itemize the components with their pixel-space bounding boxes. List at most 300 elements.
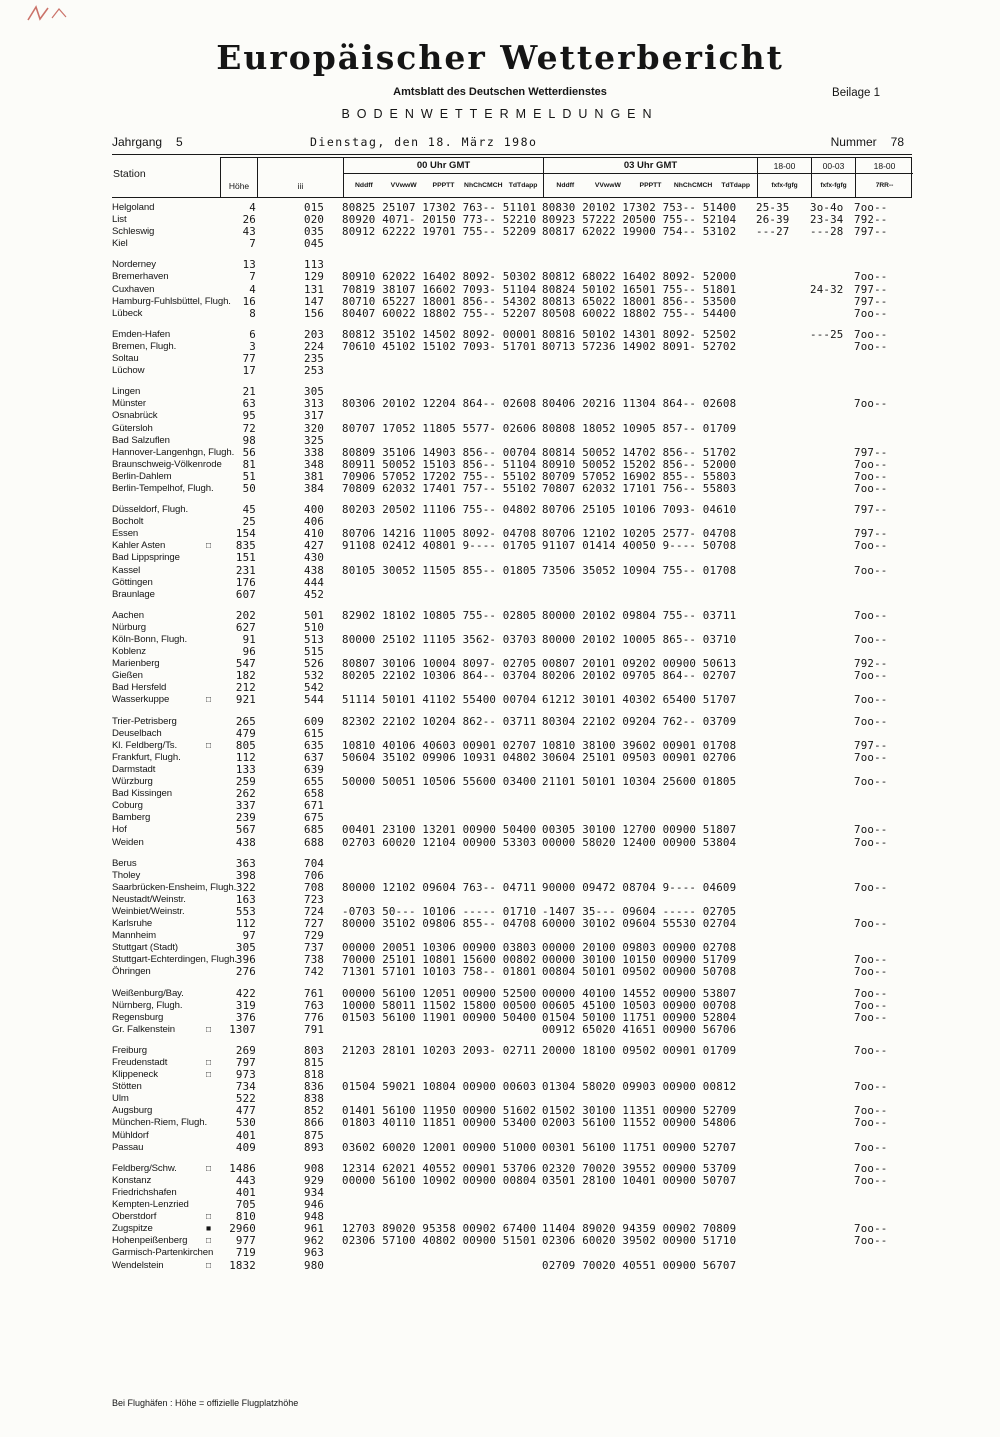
- column-tdtd: TdTdapp: [721, 182, 751, 189]
- wind-18-00: [756, 918, 810, 930]
- hoehe-value: 477: [235, 1104, 256, 1118]
- station-group: [112, 202, 912, 250]
- obs-03gmt: 80817 62022 19900 754-- 53102: [542, 225, 737, 239]
- wind-18-00: [756, 622, 810, 634]
- obs-03gmt: [542, 788, 756, 800]
- obs-03gmt: 80709 57052 16902 855-- 55803: [542, 469, 737, 483]
- station-name: Regensburg: [112, 1011, 164, 1023]
- jahrgang-label: Jahrgang: [112, 135, 163, 149]
- station-marker: [206, 870, 220, 882]
- obs-00gmt: [342, 858, 542, 870]
- wind-00-03: [810, 942, 854, 954]
- station-marker: [206, 1012, 220, 1024]
- obs-03gmt: [542, 1199, 756, 1211]
- wind-18-00: [756, 1211, 810, 1223]
- station-name: Cuxhaven: [112, 283, 155, 295]
- station-name: Hannover-Langenhgn, Flugh.: [112, 446, 235, 458]
- obs-00gmt: 80407 60022 18802 755-- 52207: [342, 306, 537, 320]
- table-row: [112, 882, 912, 894]
- wind-18-00: [756, 894, 810, 906]
- obs-00gmt: 01503 56100 11901 00900 50400: [342, 1010, 537, 1024]
- obs-00gmt: 80809 35106 14903 856-- 00704: [342, 445, 537, 459]
- obs-00gmt: 82902 18102 10805 755-- 02805: [342, 608, 537, 622]
- iii-value: 348: [304, 457, 325, 471]
- wind-00-03: [810, 1211, 854, 1223]
- obs-00gmt: [342, 1199, 542, 1211]
- precip-18-00: 7oo--: [854, 397, 888, 411]
- iii-value: 671: [304, 799, 325, 813]
- precip-18-00: 7oo--: [854, 306, 888, 320]
- iii-value: 381: [304, 469, 325, 483]
- column-fxfx-1: fxfx-fgfg: [757, 174, 811, 197]
- hoehe-value: 810: [235, 1210, 256, 1224]
- station-name: Deuselbach: [112, 727, 162, 739]
- obs-03gmt: 80813 65022 18001 856-- 53500: [542, 294, 737, 308]
- hoehe-value: 8: [249, 306, 256, 320]
- wind-18-00: [756, 308, 810, 320]
- wind-18-00: 25-35: [756, 201, 790, 214]
- station-name: Lüchow: [112, 365, 145, 377]
- wind-18-00: [756, 694, 810, 706]
- wind-00-03: [810, 1142, 854, 1154]
- obs-00gmt: 10810 40106 40603 00901 02707: [342, 738, 537, 752]
- wind-00-03: [810, 752, 854, 764]
- precip-18-00: [854, 894, 912, 906]
- wind-00-03: 3o-4o: [810, 201, 844, 214]
- table-row: [112, 870, 912, 882]
- wind-18-00: [756, 589, 810, 601]
- station-name: List: [112, 214, 127, 226]
- subtitle-row: [0, 86, 1000, 98]
- wind-18-00: [756, 1235, 810, 1247]
- station-name: Bocholt: [112, 516, 144, 528]
- station-marker: [206, 308, 220, 320]
- hoehe-value: 305: [235, 941, 256, 955]
- precip-18-00: 7oo--: [854, 1234, 888, 1248]
- station-name: Freiburg: [112, 1044, 147, 1056]
- station-name: Kassel: [112, 564, 141, 576]
- wind-18-00: [756, 752, 810, 764]
- hoehe-value: 2960: [229, 1222, 256, 1236]
- iii-value: 866: [304, 1116, 325, 1130]
- table-row: [112, 1117, 912, 1129]
- station-marker: [206, 776, 220, 788]
- wind-18-00: [756, 423, 810, 435]
- station-marker: [206, 906, 220, 918]
- hoehe-value: 977: [235, 1234, 256, 1248]
- hoehe-value: 97: [242, 929, 256, 943]
- page-title: Europäischer Wetterbericht: [216, 38, 784, 77]
- precip-18-00: 7oo--: [854, 481, 888, 495]
- table-row: [112, 824, 912, 836]
- wind-18-00: [756, 740, 810, 752]
- obs-03gmt: 80713 57236 14902 8091- 52702: [542, 339, 737, 353]
- iii-value: 305: [304, 385, 325, 399]
- wind-00-03: [810, 906, 854, 918]
- station-name: Mannheim: [112, 930, 156, 942]
- precip-18-00: 792--: [854, 213, 888, 227]
- station-marker: [206, 386, 220, 398]
- obs-03gmt: 80816 50102 14301 8092- 52502: [542, 327, 737, 341]
- table-row: [112, 1235, 912, 1247]
- station-marker: [206, 238, 220, 250]
- obs-03gmt: 03501 28100 10401 00900 50707: [542, 1173, 737, 1187]
- precip-18-00: 7oo--: [854, 1222, 888, 1236]
- column-clouds: NhChCMCH: [464, 182, 503, 189]
- wind-18-00: [756, 870, 810, 882]
- station-name: Bad Hersfeld: [112, 682, 167, 694]
- wind-00-03: [810, 471, 854, 483]
- station-marker: [206, 716, 220, 728]
- footnote: Bei Flughäfen : Höhe = offizielle Flugplatzhöhe: [112, 1398, 299, 1408]
- station-group: [112, 1045, 912, 1154]
- wind-18-00: [756, 459, 810, 471]
- wind-00-03: [810, 858, 854, 870]
- wind-00-03: [810, 1163, 854, 1175]
- precip-18-00: [854, 353, 912, 365]
- obs-03gmt: 80923 57222 20500 755-- 52104: [542, 213, 737, 227]
- obs-00gmt: [342, 1130, 542, 1142]
- table-row: [112, 1247, 912, 1259]
- wind-18-00: [756, 1057, 810, 1069]
- table-row: [112, 1260, 912, 1272]
- wind-00-03: [810, 930, 854, 942]
- wind-00-03: [810, 296, 854, 308]
- station-name: Feldberg/Schw.: [112, 1162, 177, 1174]
- hoehe-value: 1832: [229, 1258, 256, 1272]
- hoehe-value: 96: [242, 645, 256, 659]
- precip-18-00: [854, 1247, 912, 1259]
- wind-00-03: [810, 1175, 854, 1187]
- table-row: [112, 988, 912, 1000]
- iii-value: 946: [304, 1198, 325, 1212]
- iii-value: 542: [304, 681, 325, 695]
- station-name: Bad Kissingen: [112, 788, 173, 800]
- wind-00-03: [810, 870, 854, 882]
- wind-00-03: [810, 776, 854, 788]
- wind-00-03: [810, 271, 854, 283]
- obs-00gmt: 50604 35102 09906 10931 04802: [342, 750, 537, 764]
- obs-00gmt: [342, 552, 542, 564]
- precip-18-00: 797--: [854, 738, 888, 752]
- obs-03gmt: 00301 56100 11751 00900 52707: [542, 1140, 737, 1154]
- obs-00gmt: 00401 23100 13201 00900 50400: [342, 823, 537, 837]
- station-name: Darmstadt: [112, 763, 156, 775]
- wind-00-03: [810, 1260, 854, 1272]
- hoehe-value: 627: [235, 620, 256, 634]
- iii-value: 929: [304, 1173, 325, 1187]
- station-marker: [206, 610, 220, 622]
- hoehe-value: 202: [235, 608, 256, 622]
- precip-18-00: [854, 238, 912, 250]
- station-marker: □: [206, 739, 212, 750]
- table-row: [112, 1175, 912, 1187]
- table-body: [112, 202, 912, 1272]
- hoehe-value: 56: [242, 445, 256, 459]
- wind-00-03: [810, 308, 854, 320]
- precip-18-00: 7oo--: [854, 835, 888, 849]
- table-row: [112, 1199, 912, 1211]
- precip-18-00: 7oo--: [854, 270, 888, 284]
- iii-value: 852: [304, 1104, 325, 1118]
- hoehe-value: 719: [235, 1246, 256, 1260]
- station-marker: [206, 646, 220, 658]
- iii-value: 515: [304, 645, 325, 659]
- precip-18-00: 7oo--: [854, 693, 888, 707]
- station-marker: □: [206, 1057, 212, 1067]
- obs-00gmt: 80706 14216 11005 8092- 04708: [342, 527, 537, 541]
- issue-date: Dienstag, den 18. März 198o: [310, 135, 538, 149]
- precip-18-00: 7oo--: [854, 669, 888, 683]
- iii-value: 727: [304, 917, 325, 931]
- station-name: München-Riem, Flugh.: [112, 1117, 208, 1129]
- station-marker: [206, 942, 220, 954]
- hoehe-value: 212: [235, 681, 256, 695]
- station-marker: [206, 930, 220, 942]
- table-row: [112, 552, 912, 564]
- wind-18-00: [756, 1223, 810, 1235]
- precip-18-00: 792--: [854, 657, 888, 671]
- obs-00gmt: 80807 30106 10004 8097- 02705: [342, 657, 537, 671]
- wind-18-00: [756, 1093, 810, 1105]
- iii-value: 688: [304, 835, 325, 849]
- iii-value: 410: [304, 527, 325, 541]
- obs-00gmt: [342, 353, 542, 365]
- wind-00-03: [810, 398, 854, 410]
- column-18-00-rr: 18-00: [855, 158, 913, 174]
- wind-18-00: [756, 610, 810, 622]
- iii-value: 317: [304, 409, 325, 423]
- precip-18-00: [854, 930, 912, 942]
- hoehe-value: 4: [249, 201, 256, 214]
- iii-value: 675: [304, 811, 325, 825]
- wind-00-03: [810, 459, 854, 471]
- table-row: [112, 483, 912, 495]
- station-name: Gießen: [112, 670, 143, 682]
- iii-value: 544: [304, 693, 325, 707]
- iii-value: 708: [304, 880, 325, 894]
- hoehe-value: 176: [235, 575, 256, 589]
- precip-18-00: 797--: [854, 503, 888, 517]
- wind-00-03: [810, 410, 854, 422]
- obs-03gmt: [542, 365, 756, 377]
- station-marker: [206, 353, 220, 365]
- iii-value: 836: [304, 1080, 325, 1094]
- station-name: Berus: [112, 857, 137, 869]
- column-group-00gmt: 00 Uhr GMT: [343, 158, 543, 174]
- hoehe-value: 805: [235, 738, 256, 752]
- wind-18-00: [756, 1105, 810, 1117]
- table-row: [112, 589, 912, 601]
- wind-00-03: [810, 365, 854, 377]
- obs-03gmt: 30604 25101 09503 00901 02706: [542, 750, 737, 764]
- wind-00-03: [810, 423, 854, 435]
- obs-00gmt: 01401 56100 11950 00900 51602: [342, 1104, 537, 1118]
- station-name: Öhringen: [112, 966, 151, 978]
- table-row: [112, 238, 912, 250]
- station-marker: [206, 589, 220, 601]
- station-name: Braunschweig-Völkenrode: [112, 458, 222, 470]
- table-row: [112, 858, 912, 870]
- jahrgang-value: 5: [176, 135, 183, 149]
- hoehe-value: 376: [235, 1010, 256, 1024]
- precip-18-00: [854, 788, 912, 800]
- station-name: Ulm: [112, 1093, 129, 1105]
- table-row: [112, 716, 912, 728]
- station-name: Kl. Feldberg/Ts.: [112, 739, 178, 751]
- iii-value: 818: [304, 1068, 325, 1082]
- wind-00-03: [810, 386, 854, 398]
- subcolumns-00gmt: [343, 174, 543, 197]
- obs-00gmt: 82302 22102 10204 862-- 03711: [342, 714, 537, 728]
- table-row: [112, 308, 912, 320]
- wind-00-03: [810, 1247, 854, 1259]
- station-group: [112, 1163, 912, 1272]
- obs-00gmt: 80205 22102 10306 864-- 03704: [342, 669, 537, 683]
- iii-value: 658: [304, 787, 325, 801]
- obs-03gmt: 00000 30100 10150 00900 51709: [542, 953, 737, 967]
- obs-03gmt: [542, 577, 756, 589]
- station-group: [112, 988, 912, 1036]
- hoehe-value: 567: [235, 823, 256, 837]
- hoehe-value: 438: [235, 835, 256, 849]
- wind-18-00: [756, 341, 810, 353]
- precip-18-00: 7oo--: [854, 469, 888, 483]
- precip-18-00: 797--: [854, 445, 888, 459]
- obs-03gmt: [542, 238, 756, 250]
- wind-00-03: [810, 1093, 854, 1105]
- station-name: Mühldorf: [112, 1129, 149, 1141]
- station-name: Schleswig: [112, 226, 155, 238]
- station-marker: □: [206, 1259, 212, 1270]
- obs-00gmt: 80912 62222 19701 755-- 52209: [342, 225, 537, 239]
- hoehe-value: 98: [242, 433, 256, 447]
- precip-18-00: 7oo--: [854, 750, 888, 764]
- hoehe-value: 553: [235, 904, 256, 918]
- station-marker: [206, 423, 220, 435]
- obs-03gmt: 80304 22102 09204 762-- 03709: [542, 714, 737, 728]
- meta-row: [112, 133, 912, 155]
- obs-03gmt: 80812 68022 16402 8092- 52000: [542, 270, 737, 284]
- station-name: Karlsruhe: [112, 918, 153, 930]
- hoehe-value: 50: [242, 481, 256, 495]
- iii-value: 325: [304, 433, 325, 447]
- station-marker: [206, 516, 220, 528]
- obs-00gmt: [342, 577, 542, 589]
- precip-18-00: [854, 552, 912, 564]
- station-name: Garmisch-Partenkirchen: [112, 1247, 214, 1259]
- wind-00-03: [810, 954, 854, 966]
- obs-00gmt: [342, 1057, 542, 1069]
- iii-value: 313: [304, 397, 325, 411]
- station-marker: □: [206, 1211, 212, 1222]
- wind-00-03: [810, 740, 854, 752]
- hoehe-value: 4: [249, 282, 256, 296]
- station-name: Marienberg: [112, 658, 160, 670]
- wind-00-03: [810, 634, 854, 646]
- iii-value: 224: [304, 339, 325, 353]
- wind-18-00: [756, 906, 810, 918]
- section-title: BODENWETTERMELDUNGEN: [341, 107, 659, 121]
- station-marker: [206, 966, 220, 978]
- wind-00-03: [810, 694, 854, 706]
- obs-03gmt: [542, 1057, 756, 1069]
- wind-00-03: [810, 1081, 854, 1093]
- station-marker: [206, 329, 220, 341]
- station-group: [112, 610, 912, 707]
- wind-18-00: [756, 1163, 810, 1175]
- obs-00gmt: 70819 38107 16602 7093- 51104: [342, 282, 537, 296]
- obs-00gmt: 12314 62021 40552 00901 53706: [342, 1161, 537, 1175]
- obs-03gmt: 00000 20100 09803 00900 02708: [542, 941, 737, 955]
- table-row: [112, 1057, 912, 1069]
- wind-18-00: [756, 353, 810, 365]
- station-name: Nürburg: [112, 621, 146, 633]
- hoehe-value: 91: [242, 633, 256, 646]
- obs-03gmt: 02709 70020 40551 00900 56707: [542, 1258, 737, 1272]
- table-row: [112, 296, 912, 308]
- station-marker: [206, 447, 220, 459]
- station-marker: [206, 682, 220, 694]
- precip-18-00: 7oo--: [854, 953, 888, 967]
- wind-00-03: [810, 1187, 854, 1199]
- station-marker: [206, 226, 220, 238]
- station-name: Würzburg: [112, 776, 153, 788]
- obs-03gmt: 02320 70020 39552 00900 53709: [542, 1161, 737, 1175]
- iii-value: 776: [304, 1010, 325, 1024]
- station-name: Münster: [112, 398, 146, 410]
- table-row: [112, 800, 912, 812]
- scan-artifact-mark: [26, 4, 72, 24]
- obs-03gmt: [542, 435, 756, 447]
- hoehe-value: 401: [235, 1185, 256, 1199]
- hoehe-value: 7: [249, 270, 256, 284]
- station-marker: [206, 1175, 220, 1187]
- hoehe-value: 265: [235, 714, 256, 728]
- station-marker: [206, 504, 220, 516]
- hoehe-value: 409: [235, 1140, 256, 1154]
- wind-00-03: [810, 589, 854, 601]
- wind-00-03: [810, 238, 854, 250]
- column-ppptt: PPPTT: [432, 182, 455, 189]
- obs-00gmt: 70000 25101 10801 15600 00802: [342, 953, 537, 967]
- obs-00gmt: 80000 25102 11105 3562- 03703: [342, 633, 537, 646]
- obs-03gmt: 00000 40100 14552 00900 53807: [542, 986, 737, 1000]
- precip-18-00: 7oo--: [854, 986, 888, 1000]
- wind-00-03: [810, 894, 854, 906]
- iii-value: 639: [304, 762, 325, 776]
- hoehe-value: 396: [235, 953, 256, 967]
- obs-00gmt: 10000 58011 11502 15800 00500: [342, 998, 537, 1012]
- iii-value: 129: [304, 270, 325, 284]
- station-name: Kiel: [112, 238, 128, 250]
- station-name: Passau: [112, 1141, 144, 1153]
- obs-00gmt: -0703 50--- 10106 ----- 01710: [342, 904, 537, 918]
- obs-00gmt: 03602 60020 12001 00900 51000: [342, 1140, 537, 1154]
- subtitle: Amtsblatt des Deutschen Wetterdienstes: [393, 86, 607, 98]
- obs-03gmt: [542, 353, 756, 365]
- wind-18-00: [756, 238, 810, 250]
- precip-18-00: 7oo--: [854, 1140, 888, 1154]
- station-name: Wasserkuppe: [112, 694, 170, 706]
- wind-18-00: [756, 1012, 810, 1024]
- wind-00-03: [810, 646, 854, 658]
- obs-03gmt: -1407 35--- 09604 ----- 02705: [542, 904, 737, 918]
- wind-18-00: [756, 800, 810, 812]
- station-name: Berlin-Tempelhof, Flugh.: [112, 482, 214, 494]
- station-marker: [206, 954, 220, 966]
- iii-value: 738: [304, 953, 325, 967]
